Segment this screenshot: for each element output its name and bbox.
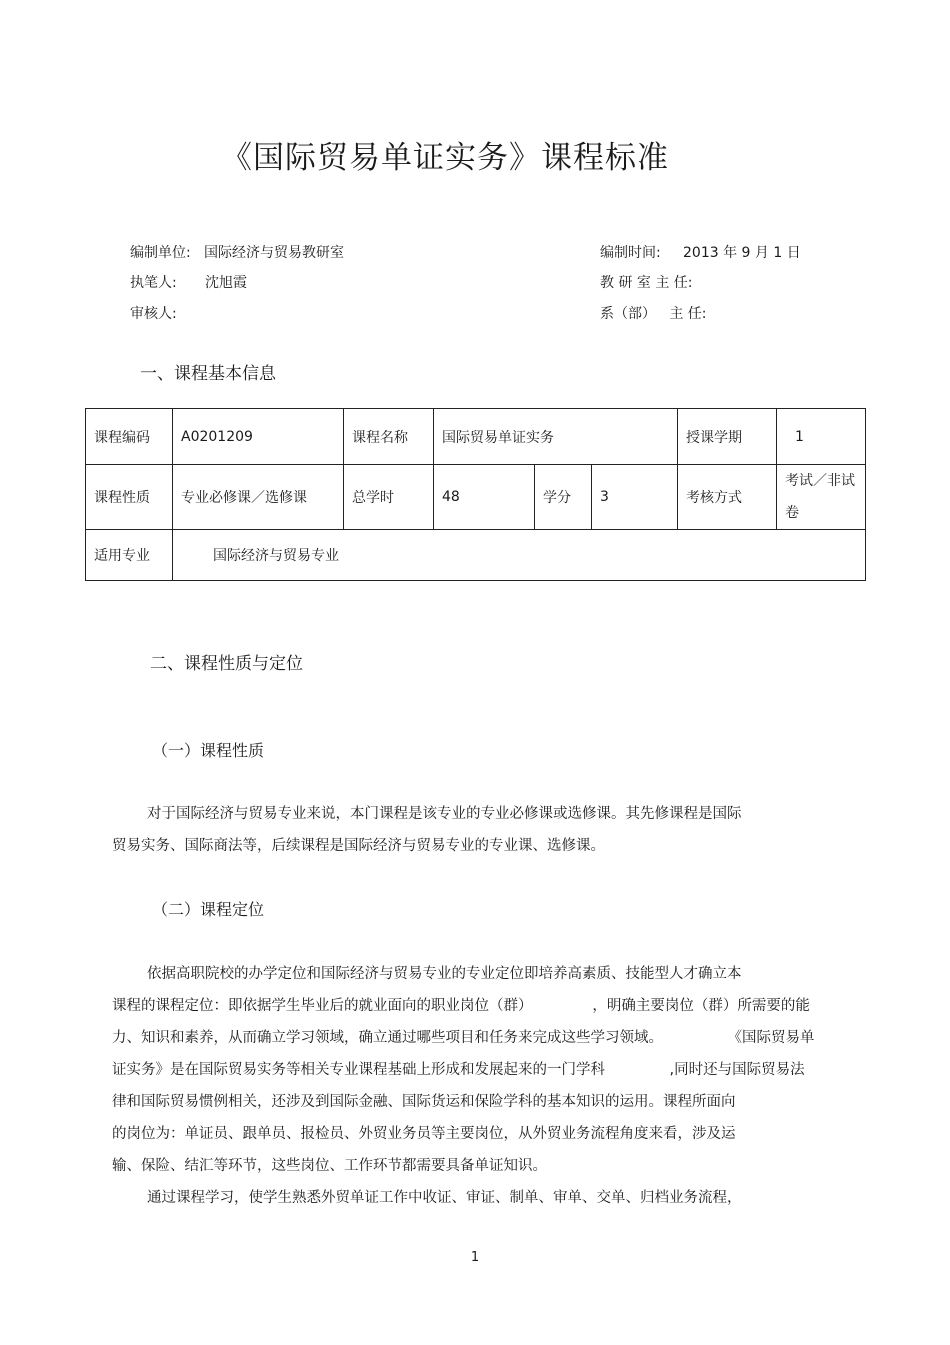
sub-heading-positioning: （二）课程定位 [152,900,265,919]
major-label: 适用专业 [86,530,173,581]
paragraph-line: 贸易实务、国际商法等，后续课程是国际经济与贸易专业的专业课、选修课。 [112,838,605,854]
name-value: 国际贸易单证实务 [434,409,678,465]
paragraph-line: 课程的课程定位：即依据学生毕业后的就业面向的职业岗位（群） ，明确主要岗位（群）所需要的能 [112,998,810,1014]
date-label: 编制时间: [600,245,661,261]
hours-value: 48 [434,465,535,530]
code-label: 课程编码 [86,409,173,465]
credit-label: 学分 [535,465,592,530]
term-value: 1 [777,409,866,465]
director-label: 教 研 室 主 任: [600,275,693,291]
term-label: 授课学期 [678,409,777,465]
author-label: 执笔人: [130,275,177,291]
section-2-heading: 二、课程性质与定位 [150,654,303,674]
unit-value: 国际经济与贸易教研室 [204,245,344,261]
table-row [86,530,866,581]
nature-value: 专业必修课／选修课 [173,465,344,530]
reviewer-label: 审核人: [130,306,177,322]
dept-label: 系（部） 主 任: [600,306,707,322]
paragraph-line: 的岗位为：单证员、跟单员、报检员、外贸业务员等主要岗位，从外贸业务流程角度来看，涉及运 [112,1126,736,1142]
major-value: 国际经济与贸易专业 [173,530,866,581]
paragraph-line: 对于国际经济与贸易专业来说，本门课程是该专业的专业必修课或选修课。其先修课程是国际 [147,806,742,822]
author-value: 沈旭霞 [205,275,247,291]
name-label: 课程名称 [344,409,434,465]
table-row [86,409,866,465]
table-row [86,465,866,530]
paragraph-line: 律和国际贸易惯例相关，还涉及到国际金融、国际货运和保险学科的基本知识的运用。课程所面向 [112,1094,736,1110]
assess-value: 考试／非试卷 [777,465,866,530]
unit-label: 编制单位: [130,245,191,261]
paragraph-line: 依据高职院校的办学定位和国际经济与贸易专业的专业定位即培养高素质、技能型人才确立本 [147,966,742,982]
paragraph-line: 输、保险、结汇等环节，这些岗位、工作环节都需要具备单证知识。 [112,1158,547,1174]
page-number: 1 [470,1250,480,1265]
section-1-heading: 一、课程基本信息 [140,364,276,384]
hours-label: 总学时 [344,465,434,530]
paragraph-line: 通过课程学习，使学生熟悉外贸单证工作中收证、审证、制单、审单、交单、归档业务流程， [147,1190,742,1206]
document-title: 《国际贸易单证实务》课程标准 [221,140,669,176]
credit-value: 3 [592,465,678,530]
assess-label: 考核方式 [678,465,777,530]
paragraph-line: 证实务》是在国际贸易实务等相关专业课程基础上形成和发展起来的一门学科 ,同时还与国际贸易法 [112,1062,805,1078]
sub-heading-nature: （一）课程性质 [152,741,265,760]
nature-label: 课程性质 [86,465,173,530]
code-value: A0201209 [173,409,344,465]
course-info-table [85,408,866,581]
date-value: 2013 年 9 月 1 日 [683,245,801,261]
paragraph-line: 力、知识和素养，从而确立学习领域，确立通过哪些项目和任务来完成这些学习领域。 《国际贸易单 [112,1030,815,1046]
